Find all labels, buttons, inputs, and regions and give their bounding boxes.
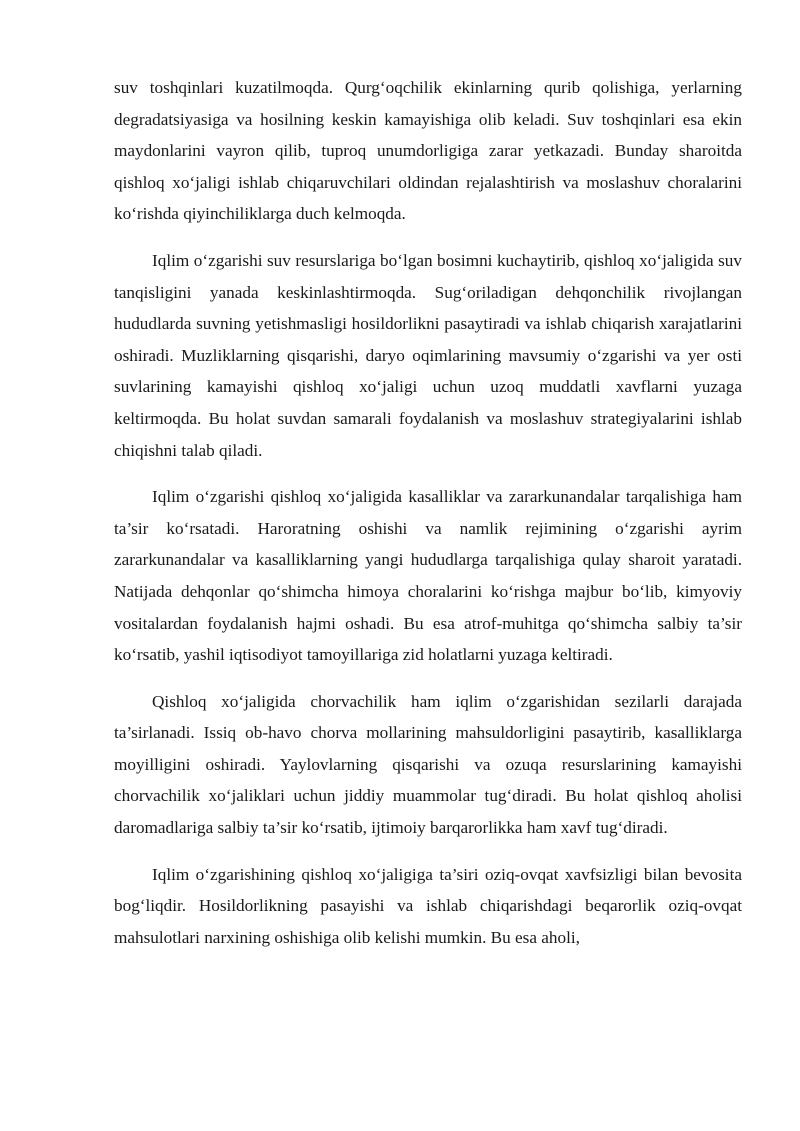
paragraph-3: Iqlim o‘zgarishi qishloq xo‘jaligida kasalliklar va zararkunandalar tarqalishiga ham ta’sir ko‘rsatadi. Haroratning oshishi va namlik rejimining o‘zgarishi ayrim zararkunandalar va kasalliklarning yangi hududlarga tarqalishiga qulay sharoit yaratadi. Natijada dehqonlar qo‘shimcha himoya choralarini ko‘rishga majbur bo‘lib, kimyoviy vositalardan foydalanish hajmi oshadi. Bu esa atrof-muhitga qo‘shimcha salbiy ta’sir ko‘rsatib, yashil iqtisodiyot tamoyillariga zid holatlarni yuzaga keltiradi. (114, 487, 742, 665)
paragraph-2: Iqlim o‘zgarishi suv resurslariga bo‘lgan bosimni kuchaytirib, qishloq xo‘jaligida suv tanqisligini yanada keskinlashtirmoqda. Sug‘oriladigan dehqonchilik rivojlangan hududlarda suvning yetishmasligi hosildorlikni pasaytiradi va ishlab chiqarish xarajatlarini oshiradi. Muzliklarning qisqarishi, daryo oqimlarining mavsumiy o‘zgarishi va yer osti suvlarining kamayishi qishloq xo‘jaligi uchun uzoq muddatli xavflarni yuzaga keltirmoqda. Bu holat suvdan samarali foydalanish va moslashuv strategiyalarini ishlab chiqishni talab qiladi. (114, 250, 742, 460)
paragraph-5: Iqlim o‘zgarishining qishloq xo‘jaligiga ta’siri oziq-ovqat xavfsizligi bilan bevosita bog‘liqdir. Hosildorlikning pasayishi va ishlab chiqarishdagi beqarorlik oziq-ovqat mahsulotlari narxining oshishiga olib kelishi mumkin. Bu esa aholi, (114, 864, 742, 947)
paragraph-1: suv toshqinlari kuzatilmoqda. Qurg‘oqchilik ekinlarning qurib qolishiga, yerlarning degradatsiyasiga va hosilning keskin kamayishiga olib keladi. Suv toshqinlari esa ekin maydonlarini vayron qilib, tuproq unumdorligiga zarar yetkazadi. Bunday sharoitda qishloq xo‘jaligi ishlab chiqaruvchilari oldindan rejalashtirish va moslashuv choralarini ko‘rishda qiyinchiliklarga duch kelmoqda. (114, 78, 742, 224)
document-page (114, 72, 742, 968)
paragraph-4: Qishloq xo‘jaligida chorvachilik ham iqlim o‘zgarishidan sezilarli darajada ta’sirlanadi. Issiq ob-havo chorva mollarining mahsuldorligini pasaytirib, kasalliklarga moyilligini oshiradi. Yaylovlarning qisqarishi va ozuqa resurslarining kamayishi chorvachilik xo‘jaliklari uchun jiddiy muammolar tug‘diradi. Bu holat qishloq aholisi daromadlariga salbiy ta’sir ko‘rsatib, ijtimoiy barqarorlikka ham xavf tug‘diradi. (114, 691, 742, 838)
